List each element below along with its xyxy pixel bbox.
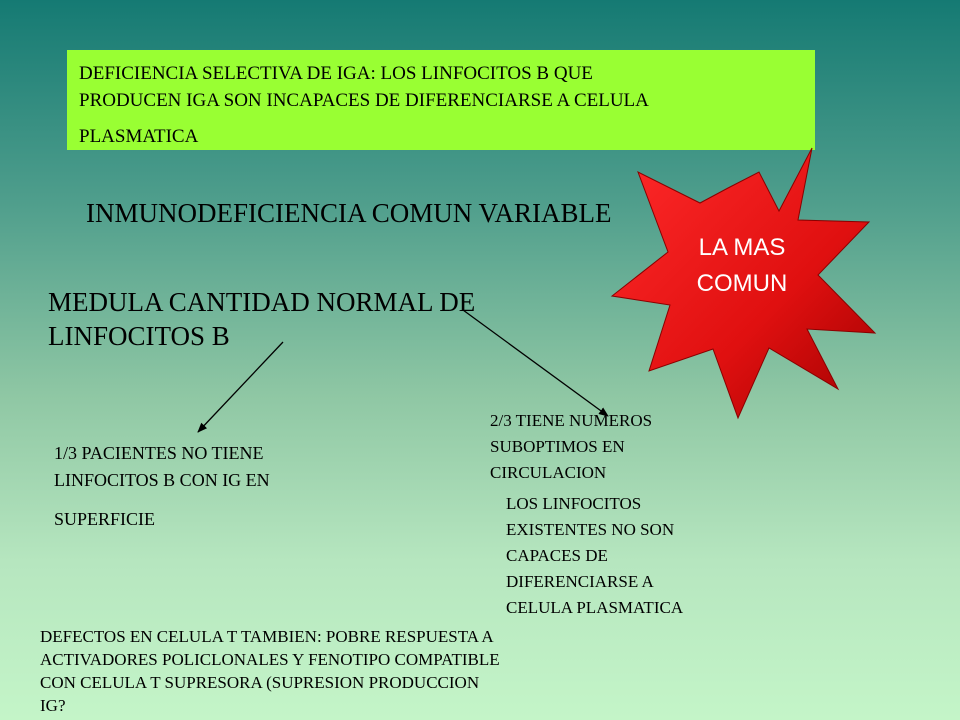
right-detail-line-4: DIFERENCIARSE A: [506, 572, 654, 591]
bottom-line-1: DEFECTOS EN CELULA T TAMBIEN: POBRE RESPUESTA A: [40, 627, 494, 646]
right-detail-line-3: CAPACES DE: [506, 546, 608, 565]
right-branch-line-3: CIRCULACION: [490, 463, 607, 482]
right-detail-line-2: EXISTENTES NO SON: [506, 520, 675, 539]
left-branch-line-1: 1/3 PACIENTES NO TIENE: [54, 443, 264, 463]
box-line-3: PLASMATICA: [79, 126, 199, 147]
starburst-line-2: COMUN: [696, 270, 788, 297]
box-line-1: DEFICIENCIA SELECTIVA DE IGA: LOS LINFOCITOS B QUE: [79, 63, 593, 84]
left-branch-line-2: LINFOCITOS B CON IG EN: [54, 470, 270, 490]
arrow-right: [463, 310, 608, 416]
bottom-line-2: ACTIVADORES POLICLONALES Y FENOTIPO COMPATIBLE: [40, 650, 500, 669]
medula-line-1: MEDULA CANTIDAD NORMAL DE: [48, 287, 476, 317]
bottom-line-3: CON CELULA T SUPRESORA (SUPRESION PRODUCCION: [40, 673, 480, 692]
right-detail-line-5: CELULA PLASMATICA: [506, 598, 684, 617]
cvid-heading: INMUNODEFICIENCIA COMUN VARIABLE: [86, 198, 612, 228]
medula-line-2: LINFOCITOS B: [48, 321, 230, 351]
right-branch-line-2: SUBOPTIMOS EN: [490, 437, 625, 456]
starburst-line-1: LA MAS: [698, 234, 786, 261]
arrow-left: [198, 342, 283, 432]
box-line-2: PRODUCEN IGA SON INCAPACES DE DIFERENCIARSE A CELULA: [79, 90, 649, 111]
bottom-line-4: IG?: [40, 696, 66, 715]
right-detail-line-1: LOS LINFOCITOS: [506, 494, 642, 513]
left-branch-line-3: SUPERFICIE: [54, 509, 156, 529]
right-branch-line-1: 2/3 TIENE NUMEROS: [490, 411, 653, 430]
